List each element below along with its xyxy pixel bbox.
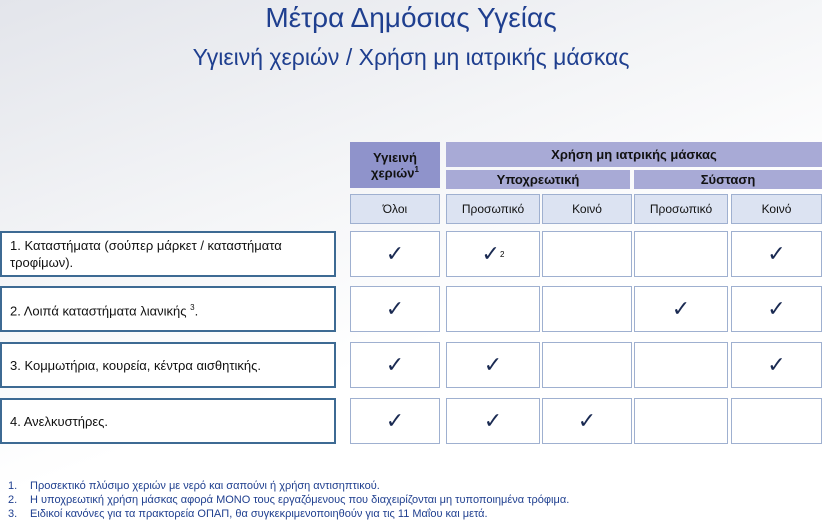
- footnote-text: Ειδικοί κανόνες για τα πρακτορεία ΟΠΑΠ, θα συγκεκριμενοποιηθούν για τις 11 Μαΐου και μετά.: [30, 508, 488, 520]
- page-title: Μέτρα Δημόσιας Υγείας: [265, 2, 557, 33]
- table-cell: [542, 231, 632, 277]
- table-cell: [634, 286, 728, 332]
- table-cell: [446, 398, 540, 444]
- table-cell: [350, 231, 440, 277]
- table-cell: [731, 342, 822, 388]
- table-cell: [446, 286, 540, 332]
- check-icon: ✓: [385, 296, 405, 321]
- table-cell: [350, 398, 440, 444]
- check-icon: ✓: [385, 352, 405, 377]
- check-icon: ✓: [767, 296, 786, 321]
- check-icon: ✓: [671, 296, 691, 321]
- table-cell: [446, 231, 540, 277]
- footnote: [8, 479, 569, 493]
- row-label-text: 1. Καταστήματα (σούπερ μάρκετ / καταστήματα τροφίμων).: [10, 238, 282, 270]
- header-recommended: Σύσταση: [634, 170, 822, 189]
- check-icon: ✓: [481, 241, 500, 266]
- subheader-col-0: Όλοι: [350, 194, 440, 224]
- check-icon: ✓: [577, 408, 597, 433]
- row-label: [0, 286, 336, 332]
- row-label-text: 4. Ανελκυστήρες.: [10, 413, 109, 429]
- footnote-number: 2.: [8, 494, 18, 506]
- table-cell: [446, 342, 540, 388]
- row-label-text: 2. Λοιπά καταστήματα λιανικής $^3$.: [10, 302, 199, 319]
- table-cell: [350, 286, 440, 332]
- row-label: [0, 398, 336, 444]
- table-cell: [542, 286, 632, 332]
- subheader-col-1: Προσωπικό: [446, 194, 540, 224]
- cell-footnote-sup: 2: [499, 249, 505, 259]
- check-icon: ✓: [767, 352, 786, 377]
- check-icon: ✓: [483, 408, 503, 433]
- header-mask-use: Χρήση μη ιατρικής μάσκας: [446, 142, 822, 167]
- check-icon: ✓: [385, 408, 405, 433]
- header-hand-hygiene-sup: 1: [414, 164, 419, 174]
- page-subtitle: Υγιεινή χεριών / Χρήση μη ιατρικής μάσκας: [192, 44, 630, 70]
- header-hand-hygiene: [350, 142, 440, 188]
- subheader-col-2: Κοινό: [542, 194, 632, 224]
- table-cell: [634, 231, 728, 277]
- row-label: [0, 342, 336, 388]
- row-label-text: 3. Κομμωτήρια, κουρεία, κέντρα αισθητικής.: [10, 357, 261, 373]
- subheader-col-4: Κοινό: [731, 194, 822, 224]
- table-cell: [542, 342, 632, 388]
- table-cell: [634, 398, 728, 444]
- table-cell: [731, 286, 822, 332]
- table-cell: [542, 398, 632, 444]
- footnote-text: Η υποχρεωτική χρήση μάσκας αφορά ΜΟΝΟ τους εργαζόμενους που διαχειρίζονται μη τυποποιημένα τρόφιμα.: [30, 494, 570, 506]
- check-icon: ✓: [483, 352, 503, 377]
- table-cell: [731, 231, 822, 277]
- subheader-col-3: Προσωπικό: [634, 194, 728, 224]
- footnote: [8, 493, 569, 507]
- footnote-number: 3.: [8, 508, 18, 520]
- table-cell: [634, 342, 728, 388]
- check-icon: ✓: [385, 241, 405, 266]
- footnotes: [8, 479, 569, 521]
- row-label-sup: 3: [190, 302, 195, 312]
- row-label: [0, 231, 336, 277]
- footnote-number: 1.: [8, 480, 18, 492]
- footnote-text: Προσεκτικό πλύσιμο χεριών με νερό και σαπούνι ή χρήση αντισηπτικού.: [30, 480, 380, 492]
- table-cell: [731, 398, 822, 444]
- check-icon: ✓: [767, 241, 786, 266]
- table-cell: [350, 342, 440, 388]
- header-hand-hygiene-label: Υγιεινή χεριών: [371, 149, 417, 181]
- header-mandatory: Υποχρεωτική: [446, 170, 630, 189]
- footnote: [8, 507, 569, 521]
